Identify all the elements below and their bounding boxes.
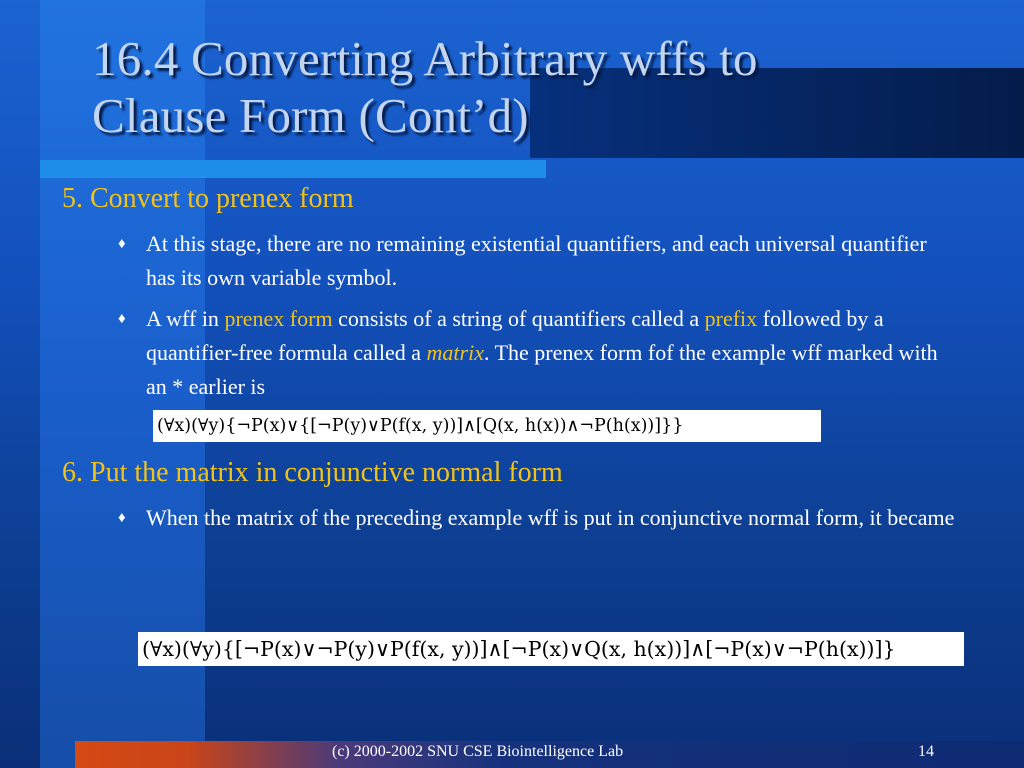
step6-bullet-1 <box>118 501 958 535</box>
footer-credit: (c) 2000-2002 SNU CSE Biointelligence Lab <box>332 743 624 760</box>
term-matrix: matrix <box>426 340 484 365</box>
step5-bullet-2-part-a: A wff in <box>146 306 225 331</box>
page-number: 14 <box>918 743 934 760</box>
step5-bullet-2-text <box>118 302 958 404</box>
cnf-formula-image: (∀x)(∀y){[¬P(x)∨¬P(y)∨P(f(x, y))]∧[¬P(x)∨Q(x, h(x))]∧[¬P(x)∨¬P(h(x))]} <box>138 632 964 666</box>
step5-bullet-2 <box>118 302 958 404</box>
step5-bullet-2-part-c: followed by a quantifier-free formula called a <box>146 306 884 365</box>
prenex-formula-image: (∀x)(∀y){¬P(x)∨{[¬P(y)∨P(f(x, y))]∧[Q(x, h(x))∧¬P(h(x))]}} <box>153 410 821 442</box>
step5-bullet-1 <box>118 227 958 295</box>
step5-bullet-1-text: At this stage, there are no remaining existential quantifiers, and each universal quantifier has its own variable symbol. <box>146 231 927 290</box>
slide-title-line-2: Clause Form (Cont’d) <box>92 88 529 143</box>
term-prenex-form: prenex form <box>224 306 333 331</box>
step6-bullet-1-text: When the matrix of the preceding example wff is put in conjunctive normal form, it became <box>146 505 955 530</box>
title-underline-bar <box>40 160 546 178</box>
step5-heading: 5. Convert to prenex form <box>62 183 354 214</box>
diamond-bullet-icon: ♦ <box>118 236 126 252</box>
step5-bullet-2-part-b: consists of a string of quantifiers called a <box>332 306 705 331</box>
diamond-bullet-icon: ♦ <box>118 510 126 526</box>
step5-bullet-2-part-d: . The prenex form fof the example wff marked with an * earlier is <box>146 340 938 399</box>
diamond-bullet-icon: ♦ <box>118 311 126 327</box>
step6-heading: 6. Put the matrix in conjunctive normal form <box>62 457 563 488</box>
slide-title-line-1: 16.4 Converting Arbitrary wffs to <box>92 31 758 86</box>
term-prefix: prefix <box>704 306 758 331</box>
slide-title <box>92 30 758 144</box>
